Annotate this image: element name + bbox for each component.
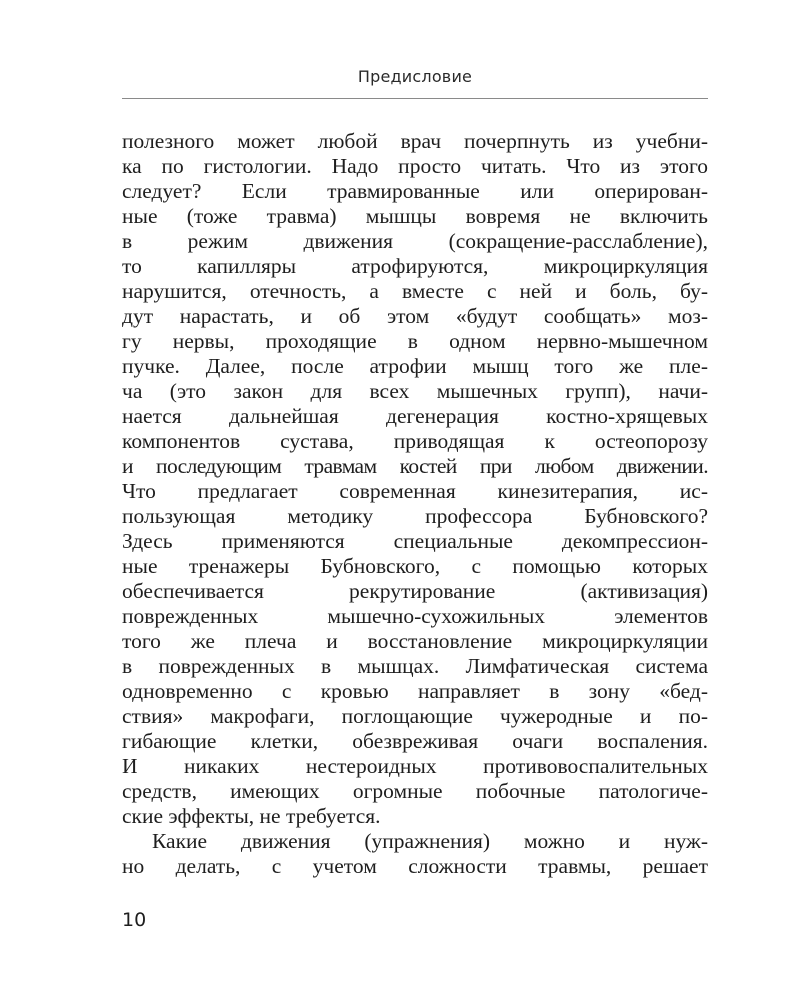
text-line: но делать, с учетом сложности травмы, решает xyxy=(122,854,708,878)
body-text xyxy=(122,129,708,879)
text-line: следует? Если травмированные или оперирован- xyxy=(122,179,708,203)
header-rule-divider xyxy=(122,98,708,99)
text-line: ча (это закон для всех мышечных групп), начи- xyxy=(122,379,708,403)
text-line: дут нарастать, и об этом «будут сообщать» моз- xyxy=(122,304,708,328)
text-line: в поврежденных в мышцах. Лимфатическая система xyxy=(122,654,708,678)
running-head-title: Предисловие xyxy=(357,67,473,86)
text-line: пользующая методику профессора Бубновского? xyxy=(122,504,708,528)
text-line: ка по гистологии. Надо просто читать. Что из этого xyxy=(122,154,708,178)
text-line: гибающие клетки, обезвреживая очаги воспаления. xyxy=(122,729,708,753)
text-line: ные (тоже травма) мышцы вовремя не включить xyxy=(122,204,708,228)
paragraph-end-line: ские эффекты, не требуется. xyxy=(122,804,381,828)
text-line: пучке. Далее, после атрофии мышц того же пле- xyxy=(122,354,708,378)
text-line: поврежденных мышечно-сухожильных элементов xyxy=(122,604,708,628)
text-line: Что предлагает современная кинезитерапия, ис- xyxy=(122,479,708,503)
text-line: ные тренажеры Бубновского, с помощью которых xyxy=(122,554,708,578)
text-line: нается дальнейшая дегенерация костно-хрящевых xyxy=(122,404,708,428)
text-line: компонентов сустава, приводящая к остеопорозу xyxy=(122,429,708,453)
text-line: полезного может любой врач почерпнуть из учебни- xyxy=(122,129,708,153)
text-line: нарушится, отечность, а вместе с ней и боль, бу- xyxy=(122,279,708,303)
text-line: гу нервы, проходящие в одном нервно-мышечном xyxy=(122,329,708,353)
paragraph-first-line: Какие движения (упражнения) можно и нуж- xyxy=(152,829,708,853)
text-line: обеспечивается рекрутирование (активизация) xyxy=(122,579,708,603)
text-line: и последующим травмам костей при любом движении. xyxy=(122,454,708,478)
text-line: того же плеча и восстановление микроциркуляции xyxy=(122,629,708,653)
text-line: в режим движения (сокращение-расслабление), xyxy=(122,229,708,253)
text-line: одновременно с кровью направляет в зону «бед- xyxy=(122,679,708,703)
text-line: И никаких нестероидных противовоспалительных xyxy=(122,754,708,778)
text-line: Здесь применяются специальные декомпрессион- xyxy=(122,529,708,553)
text-line: ствия» макрофаги, поглощающие чужеродные и по- xyxy=(122,704,708,728)
text-line: то капилляры атрофируются, микроциркуляция xyxy=(122,254,708,278)
text-line: средств, имеющих огромные побочные патологиче- xyxy=(122,779,708,803)
page-number: 10 xyxy=(122,909,147,931)
